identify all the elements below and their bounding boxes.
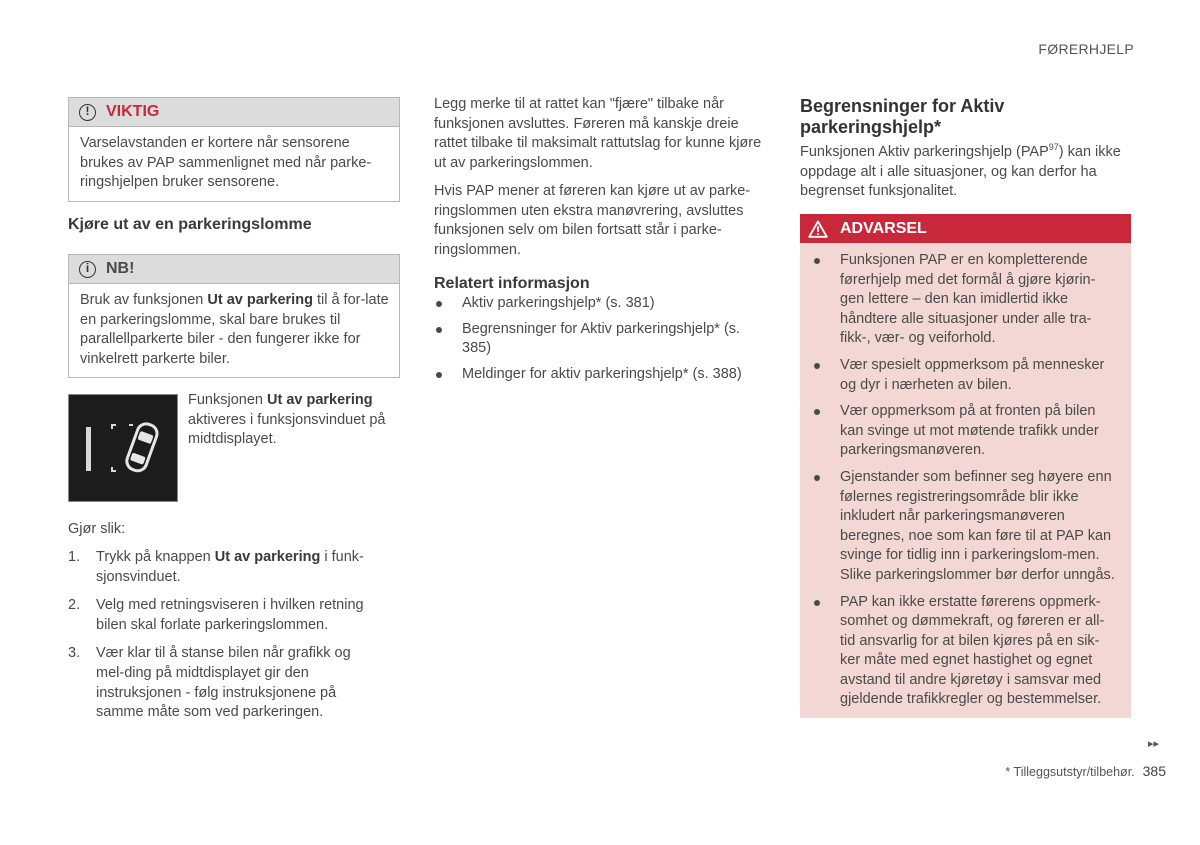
bullet-icon [814,258,820,264]
footer [900,762,1166,783]
exclamation-icon: ! [79,104,96,121]
bullet-icon [436,372,442,378]
middle-para-2: Hvis PAP mener at føreren kan kjøre ut av parke-ringslommen uten ekstra manøvrering, avsluttes funksjonen selv om bilen fortsatt står i parke-ringslommen. [434,183,751,258]
bullet-icon [814,600,820,606]
viktig-text: Varselavstanden er kortere når sensorene brukes av PAP sammenlignet med når parke-ringshjelpen bruker sensorene. [80,135,372,191]
bullet-icon [814,409,820,415]
step-item: 2. Velg med retningsviseren i hvilken retning bilen skal forlate parkeringslommen. [68,597,364,633]
advarsel-box [800,214,1131,718]
bullet-icon [436,301,442,307]
viktig-title: VIKTIG [106,103,160,121]
step-item: 1. Trykk på knappen Ut av parkering i funk-sjonsvinduet. [68,549,364,585]
steps-list [68,548,382,732]
info-icon: i [79,261,96,278]
warning-item: Vær oppmerksom på at fronten på bilen kan svinge ut mot møtende trafikk under parkeringsmanøveren. [812,402,1119,461]
viktig-box [68,97,400,202]
middle-para-1: Legg merke til at rattet kan "fjære" tilbake når funksjonen avsluttes. Føreren må kanskje dreie rattet tilbake til maksimalt rattutslag for kunne kjøre ut av parkeringslommen. [434,96,762,171]
steps-intro: Gjør slik: [68,521,126,537]
right-heading: Begrensninger for Aktiv parkeringshjelp* [800,96,1005,137]
related-link[interactable]: Begrensninger for Aktiv parkeringshjelp* (s. 385) [434,320,766,359]
related-link[interactable]: Meldinger for aktiv parkeringshjelp* (s. 388) [434,365,766,385]
warning-item: Vær spesielt oppmerksom på mennesker og dyr i nærheten av bilen. [812,356,1119,395]
warning-item: PAP kan ikke erstatte førerens oppmerk-somhet og dømmekraft, og føreren er all-tid ansvarlig for at bilen kjøres på en sik-ker måte med egnet hastighet og egnet avstand til andre kjøretøy i samsvar med gjeldende trafikkregler og bestemmelser. [812,593,1119,711]
footer-note: * Tilleggsutstyr/tilbehør. [1005,765,1135,779]
right-intro: Funksjonen Aktiv parkeringshjelp (PAP$^{97}$) kan ikke oppdage alt i alle situasjoner, og kan derfor ha begrenset funksjonalitet. [800,142,1121,200]
center-display-image [68,394,178,502]
warning-list [812,251,1119,710]
viktig-header [69,98,399,127]
warning-item: Funksjonen PAP er en kompletterende førerhjelp med det formål å gjøre kjørin-gen lettere – den kan imidlertid ikke håndtere alle situasjoner under alle tra-fikk-, vær- og veiforhold. [812,251,1119,349]
bullet-icon [814,363,820,369]
related-heading: Relatert informasjon [434,275,590,292]
warning-item: Gjenstander som befinner seg høyere enn følernes registreringsområde blir ikke inkludert når parkeringsmanøveren beregnes, noe som kan føre til at PAP kan svinge for tidlig inn i parkeringslom-men. Slike parkeringslommer bør derfor unngås. [812,468,1119,586]
park-out-car-icon [69,395,177,501]
nb-title: NB! [106,260,135,278]
nb-header [69,255,399,284]
chapter-title: FØRERHJELP [1038,41,1134,57]
related-link[interactable]: Aktiv parkeringshjelp* (s. 381) [434,294,766,314]
related-list [434,294,766,390]
advarsel-title: ADVARSEL [840,219,927,237]
advarsel-body [800,243,1131,718]
nb-text: Bruk av funksjonen Ut av parkering til å for-late en parkeringslomme, skal bare brukes til parallellparkerte biler - den fungerer ikke for vinkelrett parkerte biler. [80,292,389,367]
warning-triangle-icon [808,220,828,238]
bullet-icon [814,475,820,481]
bullet-icon [436,327,442,333]
step-item: 3. Vær klar til å stanse bilen når grafikk og mel-ding på midtdisplayet gir den instruksjonen - følg instruksjonene på samme måte som ved parkeringen. [68,645,351,721]
section-heading: Kjøre ut av en parkeringslomme [68,216,312,233]
page-number: 385 [1142,763,1166,779]
nb-box [68,254,400,378]
display-caption: Funksjonen Ut av parkering aktiveres i funksjonsvinduet på midtdisplayet. [188,392,386,448]
continue-arrows-icon: ▸▸ [1148,738,1160,750]
advarsel-header [800,214,1131,243]
